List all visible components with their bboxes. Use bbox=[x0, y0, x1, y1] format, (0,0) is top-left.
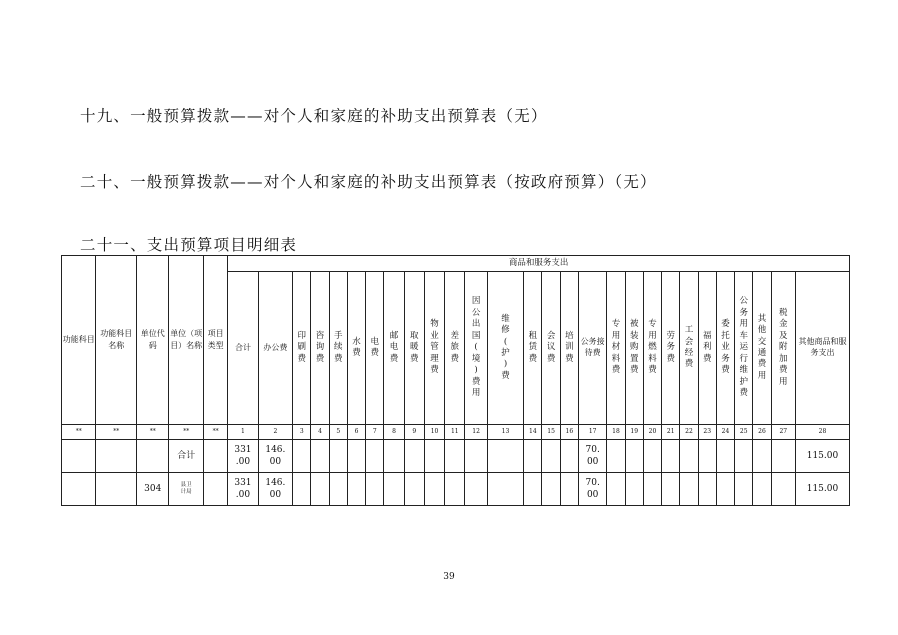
col-number: 24 bbox=[716, 425, 734, 440]
col-number: 5 bbox=[329, 425, 347, 440]
col-header-20: 专 用 燃 料 费 bbox=[643, 272, 661, 425]
row-total-unit-name: 合计 bbox=[169, 440, 203, 473]
col-proj-type-header: 项目类型 bbox=[203, 256, 227, 425]
heading-21: 二十一、支出预算项目明细表 bbox=[80, 236, 298, 254]
col-header-17: 公务接待费 bbox=[578, 272, 606, 425]
col-header-1: 合计 bbox=[228, 272, 258, 425]
row-unit-reception: 70. 00 bbox=[578, 473, 606, 506]
row-total-reception: 70. 00 bbox=[578, 440, 606, 473]
col-header-5: 手 续 费 bbox=[329, 272, 347, 425]
row-total-func-code bbox=[62, 440, 96, 473]
col-unit-code-header: 单位代码 bbox=[137, 256, 169, 425]
col-header-4: 咨 询 费 bbox=[311, 272, 329, 425]
col-func-code-header: 功能科目 bbox=[62, 256, 96, 425]
col-number: 13 bbox=[487, 425, 524, 440]
col-header-23: 福 利 费 bbox=[698, 272, 716, 425]
col-number: 10 bbox=[424, 425, 444, 440]
col-header-3: 印 刷 费 bbox=[293, 272, 311, 425]
row-unit-func-code bbox=[62, 473, 96, 506]
col-header-7: 电 费 bbox=[366, 272, 384, 425]
col-number: 18 bbox=[607, 425, 625, 440]
col-header-6: 水 费 bbox=[347, 272, 365, 425]
col-header-8: 邮 电 费 bbox=[384, 272, 404, 425]
col-number: 14 bbox=[524, 425, 542, 440]
col-header-2: 办公费 bbox=[258, 272, 292, 425]
star-mark: ** bbox=[137, 425, 169, 440]
col-number: 11 bbox=[445, 425, 465, 440]
row-unit-proj-type bbox=[203, 473, 227, 506]
col-number: 28 bbox=[795, 425, 849, 440]
col-header-16: 培 训 费 bbox=[560, 272, 578, 425]
row-total-proj-type bbox=[203, 440, 227, 473]
col-header-10: 物 业 管 理 费 bbox=[424, 272, 444, 425]
col-number: 22 bbox=[680, 425, 698, 440]
col-func-name-header: 功能科目名称 bbox=[96, 256, 137, 425]
col-number: 19 bbox=[625, 425, 643, 440]
col-header-28: 其他商品和服务支出 bbox=[795, 272, 849, 425]
col-header-12: 因 公 出 国 ( 境 ) 费 用 bbox=[465, 272, 487, 425]
row-total-sum: 331 .00 bbox=[228, 440, 258, 473]
col-number: 7 bbox=[366, 425, 384, 440]
row-unit-sum: 331 .00 bbox=[228, 473, 258, 506]
heading-19: 十九、一般预算拨款——对个人和家庭的补助支出预算表（无） bbox=[80, 107, 548, 125]
col-number: 2 bbox=[258, 425, 292, 440]
page-number: 39 bbox=[443, 572, 455, 582]
col-header-11: 差 旅 费 bbox=[445, 272, 465, 425]
star-mark: ** bbox=[62, 425, 96, 440]
row-unit-code: 304 bbox=[137, 473, 169, 506]
col-header-18: 专 用 材 料 费 bbox=[607, 272, 625, 425]
col-number: 8 bbox=[384, 425, 404, 440]
col-header-22: 工 会 经 费 bbox=[680, 272, 698, 425]
star-mark: ** bbox=[203, 425, 227, 440]
row-unit-office: 146. 00 bbox=[258, 473, 292, 506]
row-total-func-name bbox=[96, 440, 137, 473]
col-unit-name-header: 单位（项目）名称 bbox=[169, 256, 203, 425]
col-number: 25 bbox=[735, 425, 753, 440]
col-number: 6 bbox=[347, 425, 365, 440]
col-number: 15 bbox=[542, 425, 560, 440]
col-number: 4 bbox=[311, 425, 329, 440]
col-number: 12 bbox=[465, 425, 487, 440]
row-unit-name: 县卫 计局 bbox=[169, 473, 203, 506]
col-header-9: 取 暖 费 bbox=[404, 272, 424, 425]
col-number: 17 bbox=[578, 425, 606, 440]
col-number: 23 bbox=[698, 425, 716, 440]
row-total-office: 146. 00 bbox=[258, 440, 292, 473]
col-number: 27 bbox=[771, 425, 795, 440]
col-number: 1 bbox=[228, 425, 258, 440]
col-header-21: 劳 务 费 bbox=[662, 272, 680, 425]
star-mark: ** bbox=[169, 425, 203, 440]
col-number: 21 bbox=[662, 425, 680, 440]
col-header-14: 租 赁 费 bbox=[524, 272, 542, 425]
star-mark: ** bbox=[96, 425, 137, 440]
col-header-19: 被 装 购 置 费 bbox=[625, 272, 643, 425]
row-total-unit-code bbox=[137, 440, 169, 473]
col-number: 26 bbox=[753, 425, 771, 440]
col-header-26: 其 他 交 通 费 用 bbox=[753, 272, 771, 425]
expenditure-detail-table bbox=[61, 255, 850, 506]
col-number: 9 bbox=[404, 425, 424, 440]
col-header-24: 委 托 业 务 费 bbox=[716, 272, 734, 425]
row-unit-other: 115.00 bbox=[795, 473, 849, 506]
col-number: 16 bbox=[560, 425, 578, 440]
heading-20: 二十、一般预算拨款——对个人和家庭的补助支出预算表（按政府预算）（无） bbox=[80, 173, 657, 191]
col-header-27: 税 金 及 附 加 费 用 bbox=[771, 272, 795, 425]
row-total-other: 115.00 bbox=[795, 440, 849, 473]
col-header-15: 会 议 费 bbox=[542, 272, 560, 425]
group-header-goods-services: 商品和服务支出 bbox=[228, 256, 850, 272]
col-number: 20 bbox=[643, 425, 661, 440]
col-header-13: 维 修 ( 护 ) 费 bbox=[487, 272, 524, 425]
row-unit-func-name bbox=[96, 473, 137, 506]
col-number: 3 bbox=[293, 425, 311, 440]
col-header-25: 公 务 用 车 运 行 维 护 费 bbox=[735, 272, 753, 425]
